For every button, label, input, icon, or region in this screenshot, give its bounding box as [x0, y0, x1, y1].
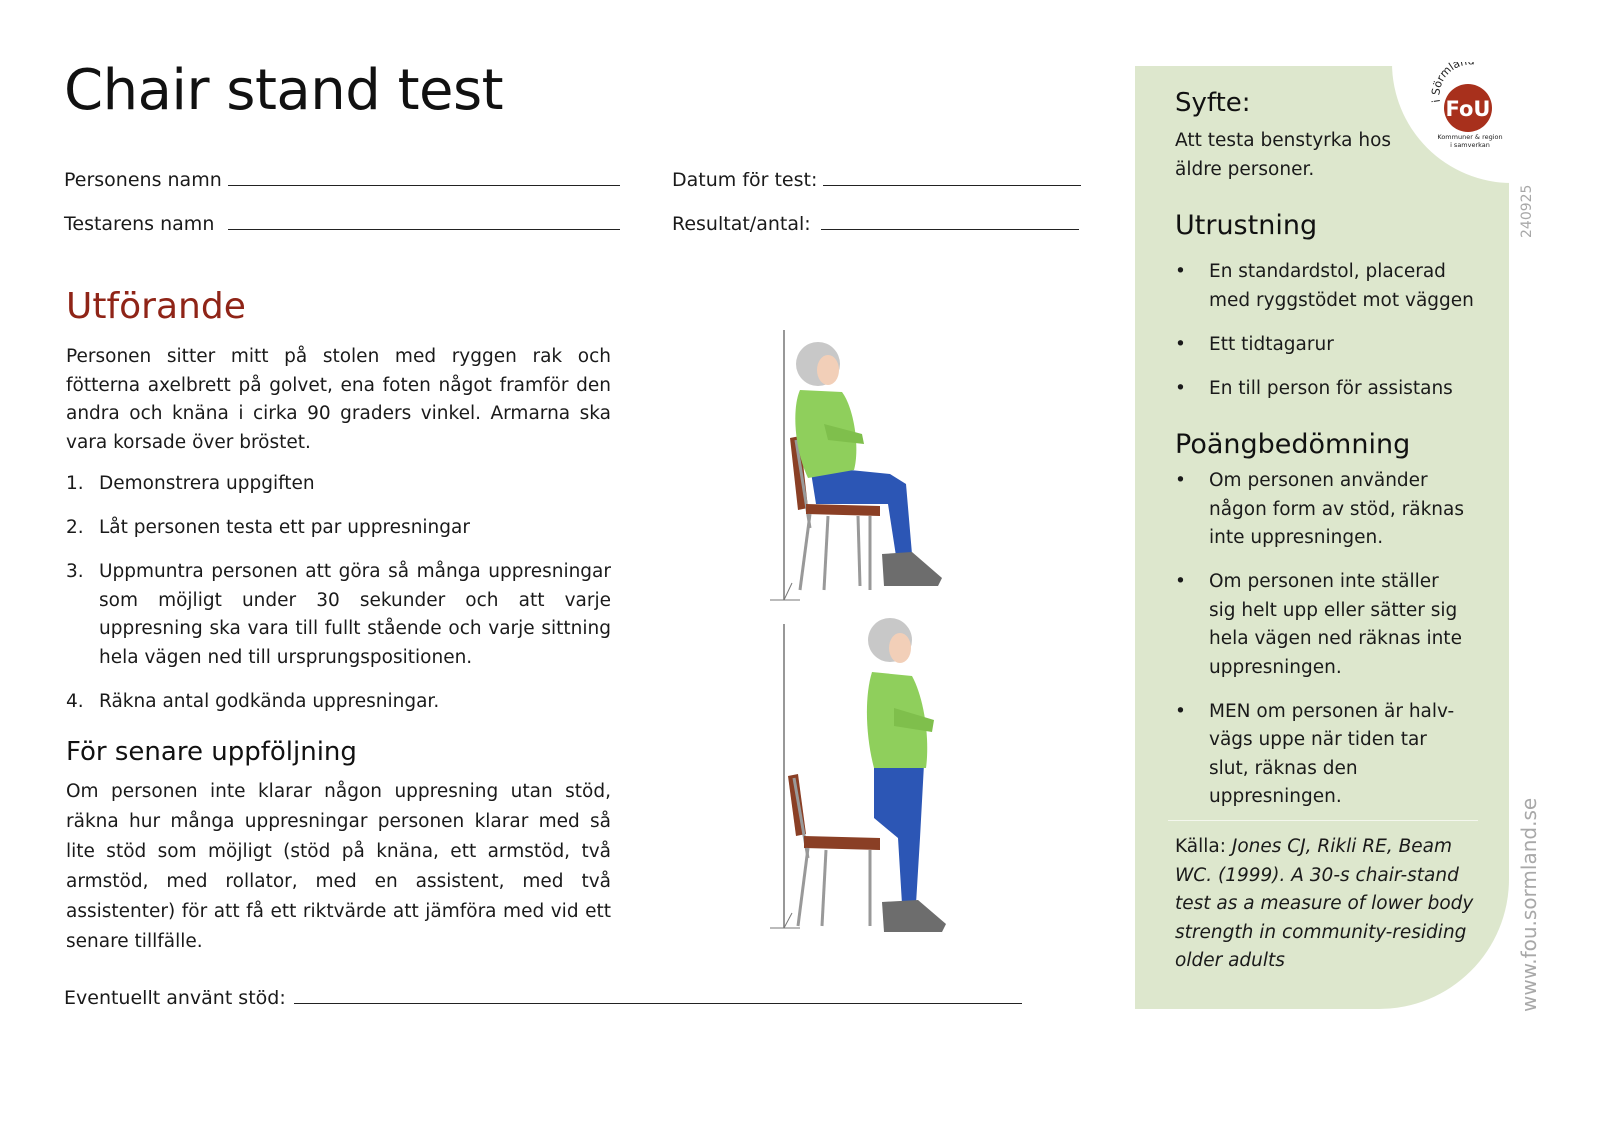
page-title: Chair stand test	[64, 58, 504, 123]
scoring-item	[1175, 698, 1465, 812]
result-label: Resultat/antal:	[672, 213, 811, 235]
equipment-item	[1175, 331, 1475, 360]
procedure-step	[66, 470, 611, 499]
equipment-heading: Utrustning	[1175, 210, 1318, 241]
step-number: 3.	[66, 561, 84, 582]
scoring-item	[1175, 568, 1465, 682]
chair-stand-illustration	[770, 328, 960, 938]
document-code: 240925	[1519, 184, 1535, 238]
seated-figure	[770, 330, 942, 600]
equipment-item-text: En till person för assistans	[1209, 377, 1453, 399]
support-used-line[interactable]	[294, 985, 1022, 1004]
step-number: 4.	[66, 690, 84, 712]
website-url[interactable]: www.fou.sormland.se	[1517, 797, 1541, 1012]
support-used-field[interactable]	[64, 985, 1022, 1009]
scoring-item-text: Om personen använder någon form av stöd, räknas inte uppresningen.	[1209, 470, 1464, 548]
procedure-heading: Utförande	[66, 286, 246, 327]
logo-sub-line2: i samverkan	[1450, 141, 1490, 149]
scoring-item-text: Om personen inte ställer sig helt upp eller sätter sig hela vägen ned räknas inte uppresningen.	[1209, 571, 1462, 678]
step-text: Uppmuntra personen att göra så många uppresningar som möjligt under 30 sekunder och att varje uppresning ska vara till fullt stående och varje sittning hela vägen ned till ursprungspositionen.	[99, 561, 611, 668]
bullet-icon: •	[1175, 261, 1186, 282]
step-text: Demonstrera uppgiften	[99, 473, 315, 494]
procedure-step	[66, 558, 611, 672]
logo-main-text: FoU	[1445, 97, 1491, 121]
bullet-icon: •	[1175, 571, 1186, 592]
step-number: 2.	[66, 517, 84, 538]
scoring-item-text: MEN om personen är halv-vägs uppe när tiden tar slut, räknas den uppresningen.	[1209, 700, 1455, 807]
logo-sub-line1: Kommuner & region	[1437, 133, 1503, 141]
procedure-step	[66, 514, 611, 543]
person-name-line[interactable]	[228, 167, 620, 186]
bullet-icon: •	[1175, 377, 1186, 399]
tester-name-label: Testarens namn	[64, 213, 215, 235]
equipment-item	[1175, 375, 1475, 404]
result-line[interactable]	[821, 211, 1079, 230]
person-name-field[interactable]	[64, 167, 620, 191]
bullet-icon: •	[1175, 700, 1186, 722]
result-field[interactable]	[672, 211, 1079, 235]
purpose-heading: Syfte:	[1175, 88, 1251, 118]
fou-logo-icon	[1430, 62, 1510, 152]
test-date-label: Datum för test:	[672, 169, 818, 191]
source-text: Jones CJ, Rikli RE, Beam WC. (1999). A 30-s chair-stand test as a measure of lower body strength in community-residing older adults	[1175, 836, 1474, 971]
scoring-list	[1175, 467, 1465, 827]
equipment-list	[1175, 258, 1475, 419]
support-used-label: Eventuellt använt stöd:	[64, 987, 286, 1009]
bullet-icon: •	[1175, 470, 1186, 491]
equipment-item-text: Ett tidtagarur	[1209, 333, 1334, 355]
purpose-text: Att testa benstyrka hos äldre personer.	[1175, 130, 1392, 180]
source-citation	[1175, 833, 1475, 976]
procedure-steps	[66, 470, 611, 732]
source-label: Källa:	[1175, 836, 1226, 857]
fou-logo	[1430, 62, 1510, 152]
step-number: 1.	[66, 473, 84, 494]
bullet-icon: •	[1175, 333, 1186, 355]
tester-name-line[interactable]	[228, 211, 620, 230]
followup-text: Om personen inte klarar någon uppresning utan stöd, räkna hur många uppresningar personen klarar med så lite stöd som möjligt (stöd på knäna, ett armstöd, två armstöd, med rollator, med en assistent, med två assistenter) för att få ett riktvärde att jämföra med vid ett senare tillfälle.	[66, 781, 611, 952]
scoring-item	[1175, 467, 1465, 553]
logo-top-text: i Sörmla	[1430, 62, 1463, 104]
procedure-intro: Personen sitter mitt på stolen med ryggen rak och fötterna axelbrett på golvet, ena foten något framför den andra och knäna i cirka 90 graders vinkel. Armarna ska vara korsade över bröstet.	[66, 346, 611, 453]
standing-figure	[770, 618, 946, 932]
scoring-heading: Poängbedömning	[1175, 429, 1411, 460]
sidebar-divider	[1168, 820, 1478, 821]
person-name-label: Personens namn	[64, 169, 222, 191]
tester-name-field[interactable]	[64, 211, 620, 235]
equipment-item-text: En standardstol, placerad med ryggstödet mot väggen	[1209, 261, 1474, 311]
test-date-line[interactable]	[823, 167, 1081, 186]
step-text: Räkna antal godkända uppresningar.	[99, 690, 440, 712]
equipment-item	[1175, 258, 1475, 315]
test-date-field[interactable]	[672, 167, 1081, 191]
followup-heading: För senare uppföljning	[66, 737, 357, 767]
procedure-step	[66, 688, 611, 717]
step-text: Låt personen testa ett par uppresningar	[99, 517, 470, 538]
